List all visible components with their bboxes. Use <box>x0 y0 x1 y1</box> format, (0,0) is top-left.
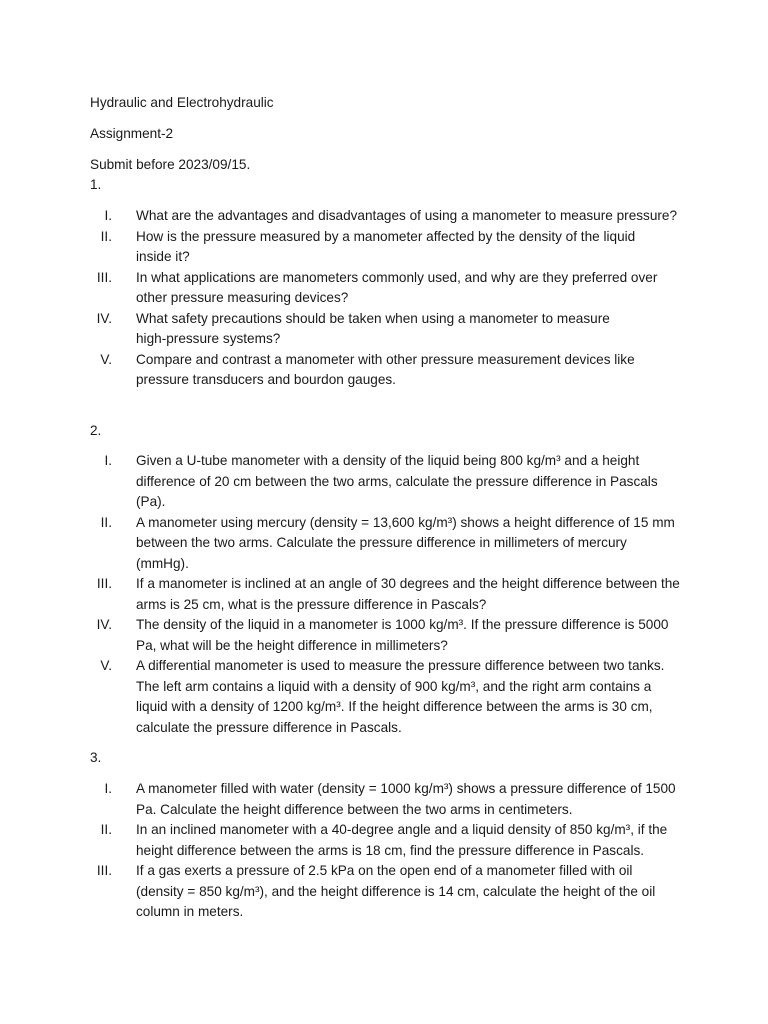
question-text: A differential manometer is used to measure the pressure difference between two tanks. The left arm contains a liquid with a density of 900 kg/m³, and the right arm contains a liquid with a density of 1200 kg/m³. If the height difference between the arms is 30 cm, calculate the pressure difference in Pascals. <box>136 658 665 735</box>
section-number: 3. <box>90 750 102 765</box>
list-numeral: II. <box>100 228 112 244</box>
question-text: If a gas exerts a pressure of 2.5 kPa on the open end of a manometer filled with oil (density = 850 kg/m³), and the height difference is 14 cm, calculate the height of the oil column in meters. <box>136 863 656 919</box>
list-item <box>0 779 768 820</box>
section-number: 1. <box>90 177 102 192</box>
question-text: How is the pressure measured by a manometer affected by the density of the liquid inside it? <box>136 228 636 264</box>
list-item <box>0 206 768 227</box>
list-numeral: I. <box>104 453 112 468</box>
list-item <box>0 656 768 738</box>
list-numeral: I. <box>104 208 112 223</box>
deadline-text: Submit before 2023/09/15. <box>90 157 251 172</box>
list-item <box>0 227 768 268</box>
question-text: In an inclined manometer with a 40-degree angle and a liquid density of 850 kg/m³, if the height difference between the arms is 18 cm, find the pressure difference in Pascals. <box>136 822 668 858</box>
question-text: A manometer using mercury (density = 13,600 kg/m³) shows a height difference of 15 mm between the two arms. Calculate the pressure difference in millimeters of mercury (mmHg). <box>136 514 675 571</box>
list-item <box>0 350 768 391</box>
list-numeral: V. <box>100 658 112 673</box>
list-numeral: III. <box>96 576 112 591</box>
question-text: The density of the liquid in a manometer is 1000 kg/m³. If the pressure difference is 5000 Pa, what will be the height difference in millimeters? <box>136 617 669 653</box>
list-numeral: III. <box>96 269 112 285</box>
question-text: What are the advantages and disadvantages of using a manometer to measure pressure? <box>136 208 678 223</box>
question-text: If a manometer is inclined at an angle of 30 degrees and the height difference between the arms is 25 cm, what is the pressure difference in Pascals? <box>136 576 680 612</box>
course-title: Hydraulic and Electrohydraulic <box>90 95 274 110</box>
list-numeral: III. <box>96 863 112 878</box>
list-item <box>0 861 768 923</box>
question-text: Given a U-tube manometer with a density of the liquid being 800 kg/m³ and a height difference of 20 cm between the two arms, calculate the pressure difference in Pascals (Pa). <box>136 453 658 509</box>
question-text: In what applications are manometers commonly used, and why are they preferred over other pressure measuring devices? <box>136 269 658 305</box>
question-text: Compare and contrast a manometer with other pressure measurement devices like pressure transducers and bourdon gauges. <box>136 351 635 387</box>
list-numeral: IV. <box>96 310 112 326</box>
question-list <box>0 779 768 923</box>
list-numeral: I. <box>104 781 112 796</box>
list-item <box>0 615 768 656</box>
question-text: What safety precautions should be taken when using a manometer to measure high-pressure systems? <box>136 310 610 346</box>
list-numeral: V. <box>100 351 112 367</box>
list-item <box>0 451 768 513</box>
list-item <box>0 513 768 575</box>
list-numeral: IV. <box>96 617 112 632</box>
list-numeral: II. <box>100 514 112 530</box>
question-text: A manometer filled with water (density = 1000 kg/m³) shows a pressure difference of 1500 Pa. Calculate the height difference between the two arms in centimeters. <box>136 781 676 817</box>
list-item <box>0 268 768 309</box>
assignment-title: Assignment-2 <box>90 126 174 141</box>
list-item <box>0 820 768 861</box>
list-numeral: II. <box>100 822 112 837</box>
question-list <box>0 206 768 391</box>
list-item <box>0 574 768 615</box>
question-list <box>0 451 768 738</box>
list-item <box>0 309 768 350</box>
section-number: 2. <box>90 423 102 438</box>
